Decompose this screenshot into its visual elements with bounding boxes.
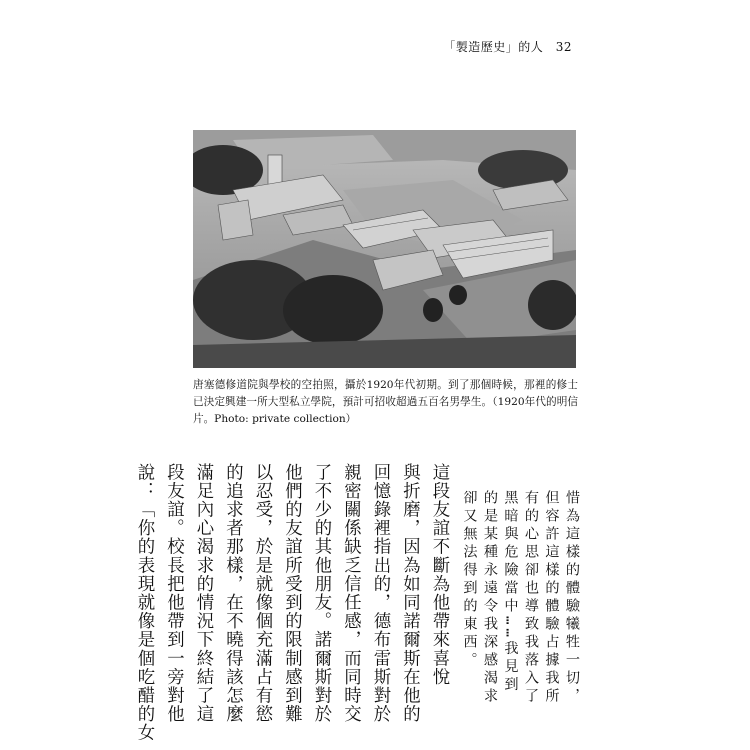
body-line: 回憶錄裡指出的，德布雷斯對於 — [370, 463, 390, 724]
body-line: 說：「你的表現就像是個吃醋的女 — [134, 463, 154, 742]
aerial-photo-illustration — [193, 130, 576, 368]
figure-caption: 唐塞德修道院與學校的空拍照，攝於1920年代初期。到了那個時候，那裡的修士已決定興建一所大型私立學院，預計可招收超過五百名男學生。（1920年代的明信片。Photo: private collection） — [193, 379, 578, 425]
quote-line: 的是某種永遠令我深感渴求 — [482, 490, 498, 706]
body-paragraph — [129, 463, 454, 742]
quote-line: 黑暗與危險當中……我見到 — [502, 490, 519, 695]
block-quote — [459, 490, 582, 706]
body-line: 段友誼。校長把他帶到一旁對他 — [163, 463, 184, 724]
body-line: 了不少的其他朋友。諾爾斯對於 — [311, 463, 331, 724]
body-line: 親密關係缺乏信任感，而同時交 — [340, 463, 361, 724]
body-line: 這段友誼不斷為他帶來喜悅 — [429, 463, 449, 687]
quote-line: 卻又無法得到的東西。 — [461, 490, 478, 670]
body-line: 以忍受，於是就像個充滿占有慾 — [252, 463, 272, 724]
quote-line: 惜為這樣的體驗犧牲一切， — [564, 490, 580, 706]
body-line: 滿足內心渴求的情況下終結了這 — [193, 463, 213, 724]
running-header: 「製造歷史」的人 32 — [443, 40, 572, 54]
body-line: 他們的友誼所受到的限制感到難 — [281, 463, 302, 724]
aerial-photo — [193, 130, 576, 368]
body-line: 與折磨，因為如同諾爾斯在他的 — [399, 463, 420, 724]
quote-line: 有的心思卻也導致我落入了 — [523, 490, 539, 706]
quote-line: 但容許這樣的體驗占據我所 — [543, 490, 560, 706]
body-line: 的追求者那樣，在不曉得該怎麼 — [222, 463, 243, 724]
